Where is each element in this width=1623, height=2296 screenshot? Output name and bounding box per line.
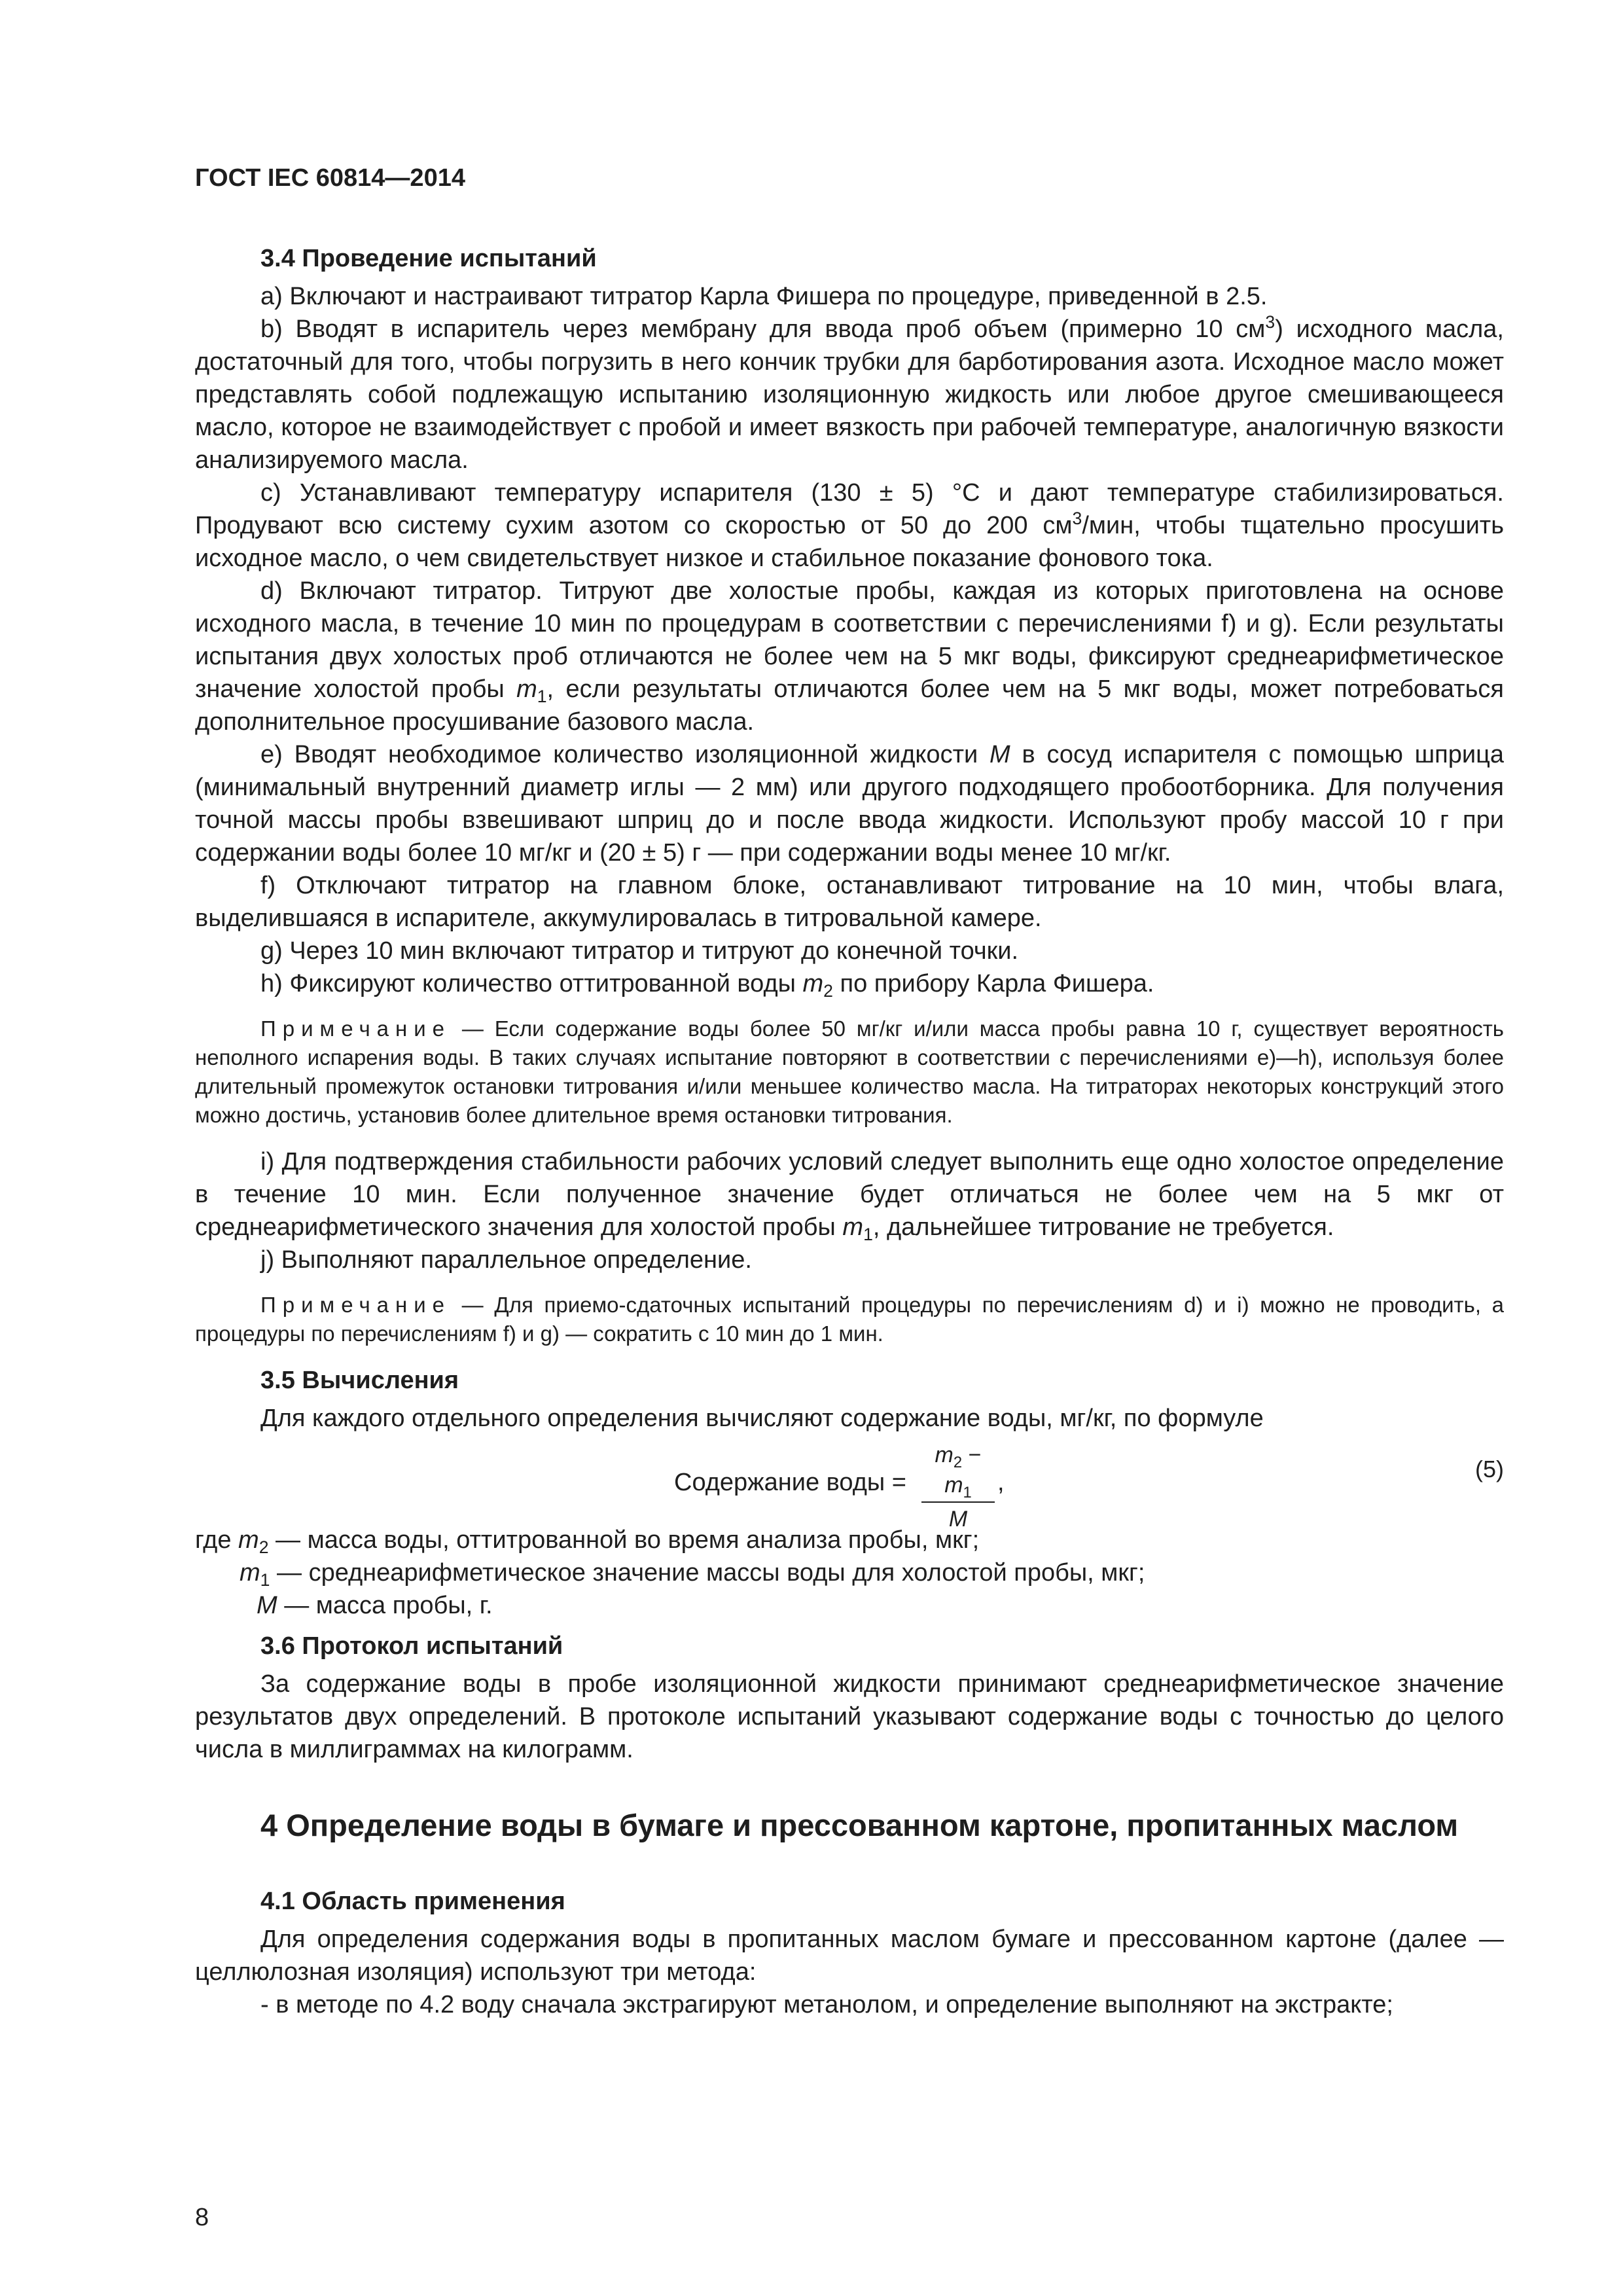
item-j: j) Выполняют параллельное определение. — [260, 1246, 752, 1274]
item-h: h) Фиксируют количество оттитрованной воды $m_2$ по прибору Карла Фишера. — [260, 970, 1154, 1001]
section-3-4-heading: 3.4 Проведение испытаний — [260, 245, 597, 272]
item-e: e) Вводят необходимое количество изоляционной жидкости M в сосуд испарителя с помощью шприца (минимальный внутренний диаметр иглы — 2 мм) или другого подходящего пробоотборника. Для получения точной массы пробы взвешивают шприц до и после ввода жидкости. Используют пробу массой 10 г при содержании воды более 10 мг/кг и (20 ± 5) г — при содержании воды менее 10 мг/кг. — [195, 741, 1504, 867]
document-page — [195, 162, 1504, 2244]
note-label: Примечание — [260, 1293, 452, 1317]
item-b: b) Вводят в испаритель через мембрану для ввода проб объем (примерно 10 $см^3$) исходного масла, достаточный для того, чтобы погрузить в него кончик трубки для барботирования азота. Исходное масло может представлять собой подлежащую испытанию изоляционную жидкость или любое другое смешивающееся масло, которое не взаимодействует с пробой и имеет вязкость при рабочей температуре, аналогичную вязкости анализируемого масла. — [195, 312, 1504, 474]
item-i: i) Для подтверждения стабильности рабочих условий следует выполнить еще одно холостое определение в течение 10 мин. Если полученное значение будет отличаться не более чем на 5 мкг от среднеарифметического значения для холостой пробы $m_1$, дальнейшее титрование не требуется. — [195, 1148, 1504, 1244]
section-4-1-heading: 4.1 Область применения — [260, 1888, 565, 1915]
formula-lhs: Содержание воды = — [674, 1469, 906, 1496]
formula-denominator: M — [948, 1507, 968, 1532]
section-3-5-intro: Для каждого отдельного определения вычисляют содержание воды, мг/кг, по формуле — [260, 1405, 1264, 1432]
item-a: a) Включают и настраивают титратор Карла Фишера по процедуре, приведенной в 2.5. — [260, 283, 1268, 310]
formula-fraction — [921, 1440, 995, 1534]
section-4-1-list-item: - в методе по 4.2 воду сначала экстрагируют метанолом, и определение выполняют на экстракте; — [260, 1991, 1393, 2018]
item-d: d) Включают титратор. Титруют две холостые пробы, каждая из которых приготовлена на основе исходного масла, в течение 10 мин по процедурам в соответствии с перечислениями f) и g). Если результаты испытания двух холостых проб отличаются не более чем на 5 мкг воды, фиксируют среднеарифметическое значение холостой пробы $m_1$, если результаты отличаются более чем на 5 мкг воды, может потребоваться дополнительное просушивание базового масла. — [195, 577, 1504, 736]
item-g: g) Через 10 мин включают титратор и титруют до конечной точки. — [260, 937, 1019, 965]
section-4-1-text: Для определения содержания воды в пропитанных маслом бумаге и прессованном картоне (далее — целлюлозная изоляция) используют три метода: — [195, 1926, 1504, 1986]
item-f: f) Отключают титратор на главном блоке, останавливают титрование на 10 мин, чтобы влага, выделившаяся в испарителе, аккумулировалась в титровальной камере. — [195, 872, 1504, 932]
formula-5 — [195, 1440, 1504, 1532]
formula-number: (5) — [1475, 1456, 1504, 1482]
section-4-heading: 4 Определение воды в бумаге и прессованном картоне, пропитанных маслом — [260, 1808, 1459, 1842]
where-line-m1: $m_1$ — среднеарифметическое значение массы воды для холостой пробы, мкг; — [240, 1559, 1145, 1590]
section-3-6-heading: 3.6 Протокол испытаний — [260, 1632, 563, 1660]
section-3-5-heading: 3.5 Вычисления — [260, 1367, 459, 1394]
page-number: 8 — [195, 2204, 209, 2231]
standard-designation: ГОСТ IEC 60814—2014 — [195, 164, 465, 192]
where-line-m2: где $m_2$ — масса воды, оттитрованной во время анализа пробы, мкг; — [195, 1526, 980, 1557]
formula-numerator: $m_2 - m_1$ — [921, 1440, 995, 1503]
formula-comma: , — [997, 1469, 1005, 1496]
section-3-6-text: За содержание воды в пробе изоляционной жидкости принимают среднеарифметическое значение результатов двух определений. В протоколе испытаний указывают содержание воды с точностью до целого числа в миллиграммах на килограмм. — [195, 1670, 1504, 1763]
note-1: Примечание — Если содержание воды более 50 мг/кг и/или масса пробы равна 10 г, существует вероятность неполного испарения воды. В таких случаях испытание повторяют в соответствии с перечислениями e)—h), используя более длительный промежуток остановки титрования и/или меньшее количество масла. На титраторах некоторых конструкций этого можно достичь, установив более длительное время остановки титрования. — [195, 1016, 1505, 1127]
where-line-M: M — масса пробы, г. — [257, 1592, 493, 1619]
item-c: c) Устанавливают температуру испарителя (130 ± 5) °С и дают температуре стабилизироваться. Продувают всю систему сухим азотом со скоростью от 50 до 200 $см^3$/мин, чтобы тщательно просушить исходное масло, о чем свидетельствует низкое и стабильное показание фонового тока. — [195, 479, 1504, 572]
note-label: Примечание — [260, 1016, 452, 1041]
note-2: Примечание — Для приемо-сдаточных испытаний процедуры по перечислениям d) и i) можно не проводить, а процедуры по перечислениям f) и g) — сократить с 10 мин до 1 мин. — [195, 1293, 1504, 1346]
